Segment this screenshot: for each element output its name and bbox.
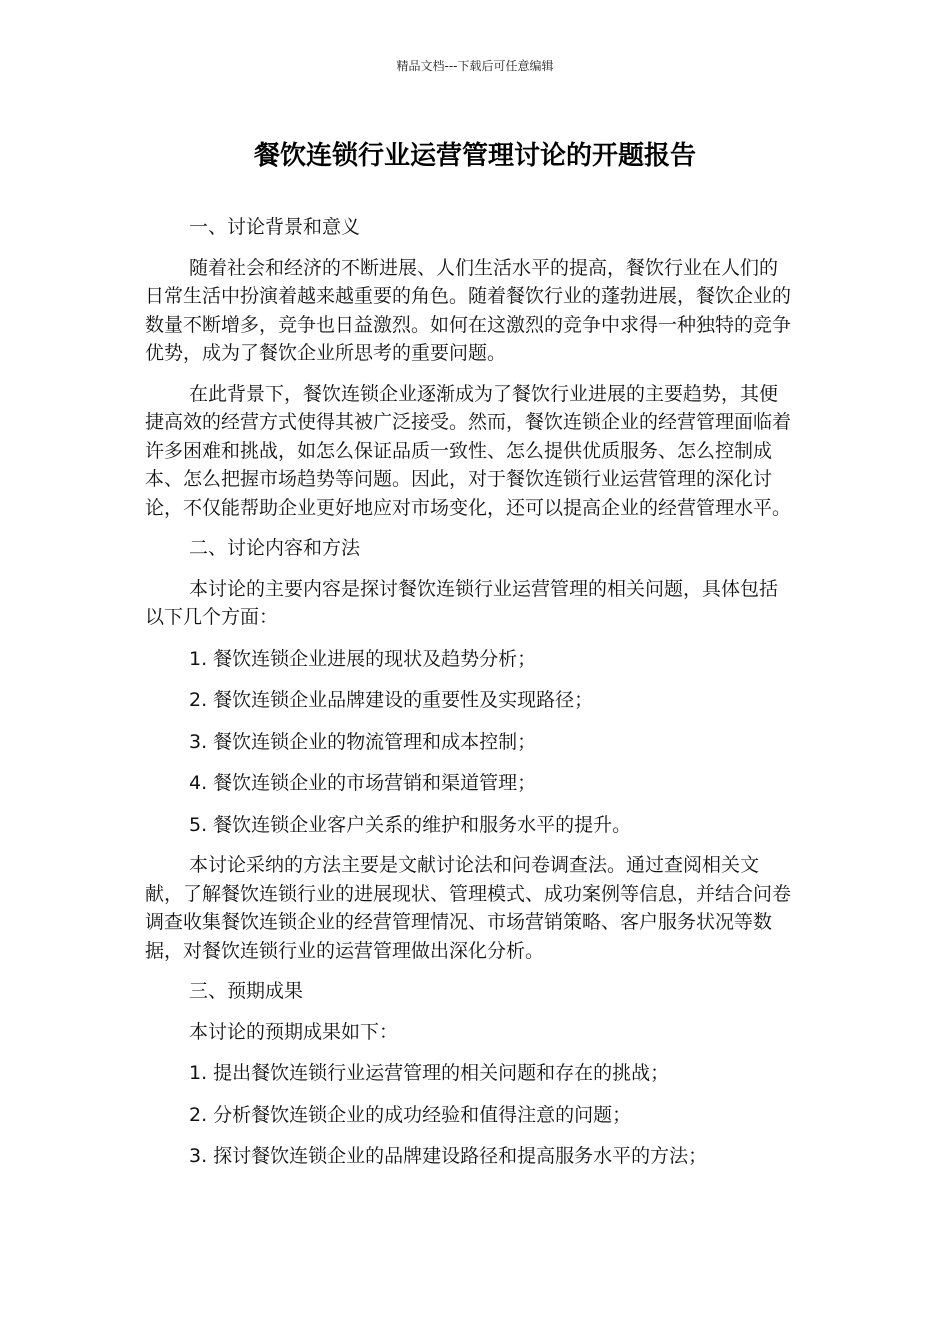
section-heading-expected-results: 三、预期成果 <box>189 980 304 1002</box>
document-title: 餐饮连锁行业运营管理讨论的开题报告 <box>253 141 696 171</box>
list-item: 1. 餐饮连锁企业进展的现状及趋势分析； <box>189 647 537 670</box>
list-item: 4. 餐饮连锁企业的市场营销和渠道管理； <box>189 772 537 794</box>
list-item: 3. 探讨餐饮连锁企业的品牌建设路径和提高服务水平的方法； <box>189 1145 708 1167</box>
page-header-note: 精品文档---下载后可任意编辑 <box>396 59 554 73</box>
list-item: 5. 餐饮连锁企业客户关系的维护和服务水平的提升。 <box>189 813 632 836</box>
paragraph: 在此背景下，餐饮连锁企业逐渐成为了餐饮行业进展的主要趋势，其便捷高效的经营方式使得其被广泛接受。然而，餐饮连锁企业的经营管理面临着许多困难和挑战，如怎么保证品质一致性、怎么提供优质服务、怎么控制成本、怎么把握市场趋势等问题。因此，对于餐饮连锁行业运营管理的深化讨论，不仅能帮助企业更好地应对市场变化，还可以提高企业的经营管理水平。 <box>145 382 792 519</box>
section-heading-background: 一、讨论背景和意义 <box>189 216 361 238</box>
document-body <box>145 213 795 1171</box>
paragraph: 本讨论采纳的方法主要是文献讨论法和问卷调查法。通过查阅相关文献，了解餐饮连锁行业的进展现状、管理模式、成功案例等信息，并结合问卷调查收集餐饮连锁企业的经营管理情况、市场营销策略、客户服务状况等数据，对餐饮连锁行业的运营管理做出深化分析。 <box>145 854 792 962</box>
list-item: 3. 餐饮连锁企业的物流管理和成本控制； <box>189 730 537 753</box>
list-item: 2. 餐饮连锁企业品牌建设的重要性及实现路径； <box>189 689 594 711</box>
section-heading-content-method: 二、讨论内容和方法 <box>189 537 361 559</box>
list-item: 1. 提出餐饮连锁行业运营管理的相关问题和存在的挑战； <box>189 1062 670 1084</box>
paragraph: 随着社会和经济的不断进展、人们生活水平的提高，餐饮行业在人们的日常生活中扮演着越来越重要的角色。随着餐饮行业的蓬勃进展，餐饮企业的数量不断增多，竞争也日益激烈。如何在这激烈的竞争中求得一种独特的竞争优势，成为了餐饮企业所思考的重要问题。 <box>145 256 792 364</box>
paragraph: 本讨论的预期成果如下： <box>189 1020 399 1043</box>
list-item: 2. 分析餐饮连锁企业的成功经验和值得注意的问题； <box>189 1103 632 1126</box>
paragraph: 本讨论的主要内容是探讨餐饮连锁行业运营管理的相关问题，具体包括以下几个方面： <box>145 577 779 628</box>
